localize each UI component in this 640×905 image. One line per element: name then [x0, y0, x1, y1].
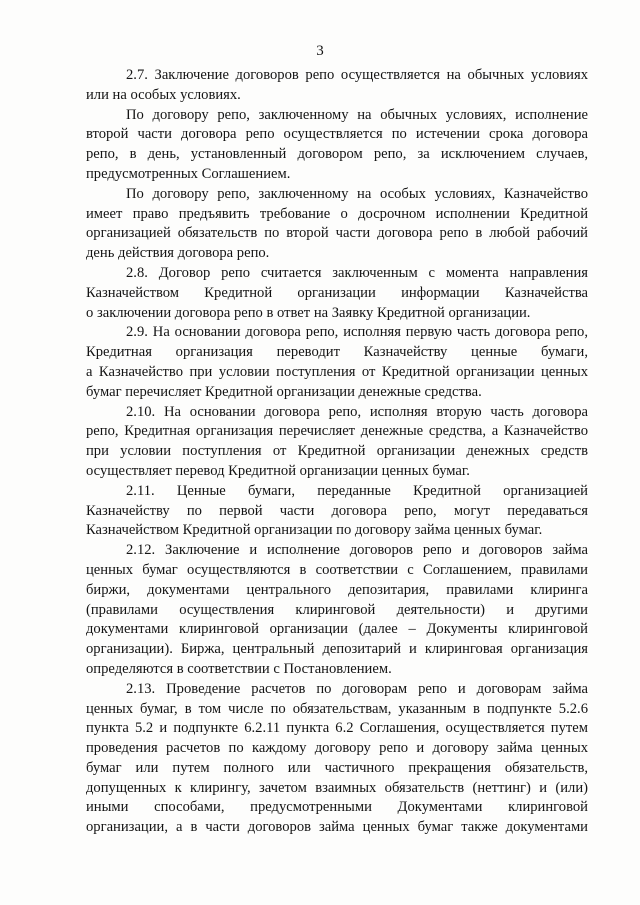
text-line: Казначейством Кредитной организации по договору займа ценных бумаг. — [86, 522, 543, 539]
text-line: По договору репо, заключенному на обычных условиях, исполнение — [126, 106, 588, 123]
text-line: бумаг или путем полного или частичного прекращения обязательств, — [86, 759, 588, 776]
text-line: 2.12. Заключение и исполнение договоров репо и договоров займа — [126, 542, 588, 559]
text-line: проведения расчетов по каждому договору репо и договору займа ценных — [86, 740, 588, 757]
text-line: 2.11. Ценные бумаги, переданные Кредитной организацией — [126, 482, 588, 499]
text-line: ценных бумаг, в том числе по обязательствам, указанным в подпункте 5.2.6 — [86, 700, 588, 717]
text-line: день действия договора репо. — [86, 245, 270, 262]
text-line: осуществляет перевод Кредитной организации ценных бумаг. — [86, 462, 470, 479]
paragraph-special-terms — [86, 185, 588, 264]
paragraph-2-7 — [86, 66, 588, 106]
text-line: Казначейству по первой части договора репо, могут передаваться — [86, 502, 588, 519]
text-line: или на особых условиях. — [86, 86, 241, 103]
text-line: имеет право предъявить требование о досрочном исполнении Кредитной — [86, 205, 588, 222]
text-line: иными способами, предусмотренными Документами клиринговой — [86, 799, 588, 816]
document-body — [86, 66, 588, 838]
text-line: о заключении договора репо в ответ на Заявку Кредитной организации. — [86, 304, 531, 321]
text-line: допущенных к клирингу, зачетом взаимных обязательств (неттинг) и (или) — [86, 779, 588, 796]
text-line: организации). Биржа, центральный депозитарий и клиринговая организация — [86, 641, 588, 658]
text-line: а Казначейство при условии поступления от Кредитной организации ценных — [86, 363, 588, 380]
text-line: 2.7. Заключение договоров репо осуществляется на обычных условиях — [126, 67, 588, 83]
paragraph-2-9 — [86, 323, 588, 402]
text-line: предусмотренных Соглашением. — [86, 165, 291, 182]
paragraph-2-12 — [86, 541, 588, 680]
text-line: биржи, документами центрального депозитария, правилами клиринга — [86, 581, 588, 598]
text-line: организацией обязательств по второй части договора репо в любой рабочий — [86, 225, 588, 242]
page-number: 3 — [316, 43, 324, 59]
text-line: 2.8. Договор репо считается заключенным с момента направления — [126, 264, 588, 281]
paragraph-2-10 — [86, 403, 588, 482]
text-line: ценных бумаг осуществляются в соответствии с Соглашением, правилами — [86, 561, 588, 578]
text-line: 2.13. Проведение расчетов по договорам репо и договорам займа — [126, 680, 588, 697]
text-line: Казначейством Кредитной организации информации Казначейства — [86, 284, 588, 301]
paragraph-2-13 — [86, 680, 588, 838]
text-line: документами клиринговой организации (далее – Документы клиринговой — [86, 621, 588, 638]
text-line: По договору репо, заключенному на особых условиях, Казначейство — [126, 185, 588, 202]
text-line: определяются в соответствии с Постановлением. — [86, 660, 392, 677]
paragraph-2-11 — [86, 482, 588, 541]
text-line: репо, Кредитная организация перечисляет денежные средства, а Казначейство — [86, 423, 588, 440]
text-line: репо, в день, установленный договором репо, за исключением случаев, — [86, 146, 588, 163]
text-line: 2.10. На основании договора репо, исполняя вторую часть договора — [126, 403, 588, 420]
text-line: второй части договора репо осуществляется по истечении срока договора — [86, 126, 588, 143]
text-line: бумаг перечисляет Кредитной организации денежные средства. — [86, 383, 482, 400]
text-line: 2.9. На основании договора репо, исполняя первую часть договора репо, — [126, 324, 588, 341]
text-line: Кредитная организация переводит Казначейству ценные бумаги, — [86, 344, 588, 361]
text-line: пункта 5.2 и подпункте 6.2.11 пункта 6.2 Соглашения, осуществляется путем — [86, 720, 588, 737]
text-line: (правилами осуществления клиринговой деятельности) и другими — [86, 601, 588, 618]
text-line: организации, а в части договоров займа ценных бумаг также документами — [86, 819, 588, 836]
paragraph-ordinary-terms — [86, 106, 588, 185]
paragraph-2-8 — [86, 264, 588, 323]
text-line: при условии поступления от Кредитной организации денежных средств — [86, 443, 588, 460]
